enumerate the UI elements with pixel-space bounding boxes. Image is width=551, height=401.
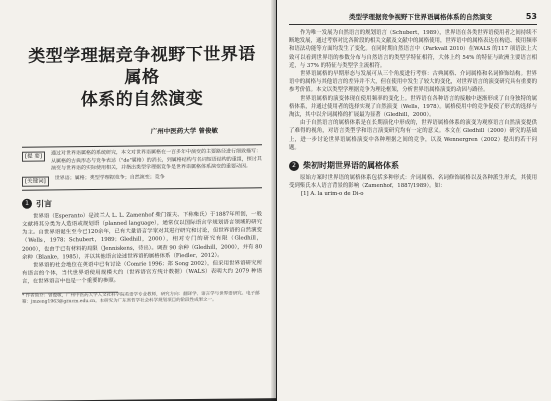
body-paragraph: 世界语（Esperanto）是波兰人 L. L. Zamenhof 柴门霍夫、下称柴氏）于1887年所创，一般文献将其分类为人造语或规划语（planned language），通常仅以国际语言学规划语言领域的研究为主。自世界语诞生至今已120余年，已有大量语言学家对其进行研究和讨论，但世界语的自然演变（Wells，1978；Schubert，1989；Gledhill，2000），相对专门的研究有限（Gledhill，2000），也由于已有材料的局限（Jenniskens，待出）。调查 90 余种（Gledhill，2000），并有 80 余种（Blanke，1985），并以其他语言论述世界语的属格体系（Fiedler，2012）。 [22,211,262,261]
page-number: 53 [525,12,537,21]
section-title: 柴初时期世界语的属格体系 [303,161,399,171]
body-paragraph: 原始方案时世界语的属格体系包括多种形式：介词属格、名词修饰属格以及各种派生形式，其使用受到柴氏本人语言背景的影响（Zamenhof，1887/1989）。如： [289,175,537,190]
running-head [289,12,537,25]
example-item: [1] A. la urim-o de Di-o [301,191,364,198]
abstract-label: [提 要] [22,152,45,162]
author-affiliation: 广州中医药大学 曾俊敏 [150,126,218,136]
body-paragraph: 世界语的社会地位在英语中已有讨论（Comrie 1996；郑 Song 2002），但采用世界语研究所有语言的个体，当代世界语使用规模大约（世界语官方统计数据）（WALS）表明大约 2079 种语言，在世界语言中也是一个重要的参照。 [22,260,262,286]
section-number-badge: 1 [22,199,32,209]
title-line-2: 体系的自然演变 [80,88,204,111]
right-page [277,0,551,401]
body-paragraph: 世界语属格的演变体现在使用频率的变化上。世界语在各种语言的接触中逐渐形成了自身独特的属格体系，并通过使用者的选择实现了自然演变（Wells，1978）。属格使用中的竞争促使了形式的选择与淘汰，其中以介词属格的扩展最为显著（Gledhill，2000）。 [289,95,537,119]
body-paragraph: 由于自然语言的属格体系是在长期演化中形成的，世界语属格体系的演变为观察语言自然演变提供了难得的视角，对语言类型学和语言演变研究均有一定的意义。本文在 Gledhill（2000）研究的基础上，进一步讨论世界语属格演变中各种理据之间的竞争，以及 Wennergren（2002）提出的若干问题。 [289,120,537,151]
title-line-1: 类型学理据竞争视野下世界语属格 [28,44,256,88]
keywords-label: [关键词] [22,176,49,186]
section-number-badge: 2 [289,161,299,171]
section-heading-2 [289,160,537,171]
running-head-title: 类型学理据竞争视野下世界语属格体系的自然演变 [349,13,492,21]
article-title [22,43,262,112]
footnote-text: * 作者简介：曾俊敏，广州中医药大学人文社科学院英语学专业教师，研究方向：翻译学、语言学与世界语研究。电子邮箱：jmzeng1963@gzucm.edu.cn。本研究为广东省哲学社会科学规划项目的阶段性成果之一。 [22,290,260,305]
keywords-text: 世界语；属格；类型学理据竞争；自然演变；竞争 [54,174,165,182]
abstract-box [22,144,262,190]
abstract-text: 通过对世界语属格的系统研究，本文对世界语属格在一百多年中演变的主要路径进行细致描写：从属格的古典形态与竞争表达（"de"属格）的消长，到属格结构与名词短语结构的重组，探讨其演变与世界语的实际使用相关，并指出类型学理据竞争是世界语属格体系演变的重要动因。 [51,148,262,172]
body-paragraph: 作为唯一发展为自然语言的规划语言（Schubert，1989），世界语在各类世界语使用者之间持续不断地发展，通过考察对比各阶段的相关文献及文献中的属格使用，世界语中的属格表达在构造、使用频率和语法功能等方面均发生了变化。在同时期自然语言中（Parkvall 2010）在WALS 的117 项语法上大致可以看到世界语的参数分布与自然语言的类型学特征相符，大体上约 54% 的特征与欧洲主要语言相近，与 37% 的特征与类型学主流相符。 [289,30,537,69]
section-title: 引言 [36,199,52,209]
body-paragraph: 世界语属格的早期形态与发展可从三个角度进行考察：古典属格、介词属格和名词修饰结构。世界语中的属格与其他语言的差异并不大，但在使用中发生了较大的变化，对世界语言的演变研究具有重要的参考价值。本文以类型学理据竞争为理论框架，分析世界语属格演变的动因与路径。 [289,71,537,94]
section-heading-1 [22,196,262,210]
